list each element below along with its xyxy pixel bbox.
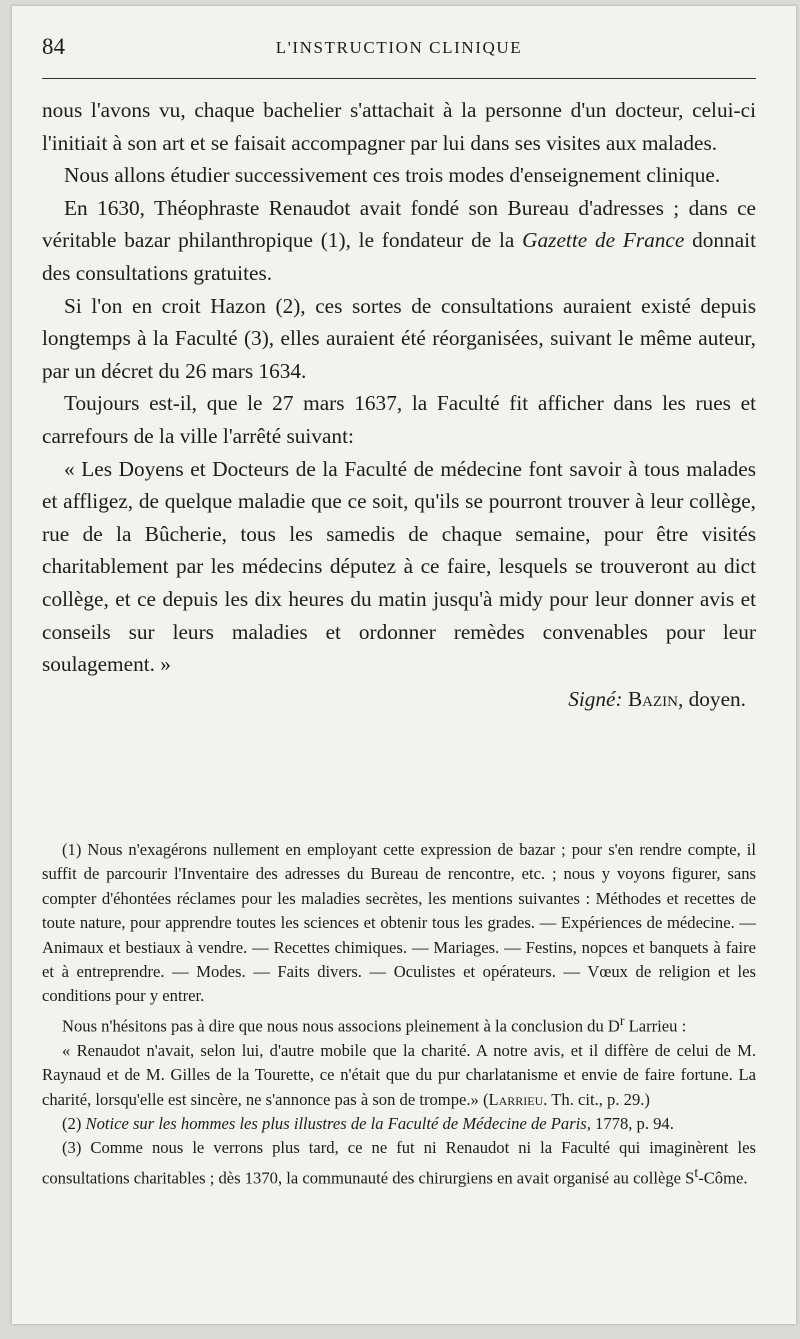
footnote-3-text-b: -Côme.: [698, 1168, 748, 1188]
decree-quote: « Les Doyens et Docteurs de la Faculté de médecine font savoir à tous malades et affligez, de quelque maladie que ce soit, qu'ils se pourront trouver à leur collège, rue de la Bûcherie, tous les samedis de chaque semaine, pour être visités charitablement par les médecins députez à ce faire, lesquels se trouveront au dict collège, et ce depuis les dix heures du matin jusqu'à midy pour leur donner avis et conseils sur leurs maladies et ordonner remèdes convenables pour leur soulagement. »: [42, 456, 756, 677]
footnote-1-quote-author: Larrieu: [488, 1089, 544, 1109]
paragraph-3: [42, 192, 756, 290]
header-rule: [42, 78, 756, 79]
signature-label: Signé:: [568, 686, 623, 711]
footnote-1-quote: [42, 1039, 756, 1112]
book-page: [12, 6, 796, 1324]
footnote-2-rest: , 1778, p. 94.: [586, 1114, 674, 1133]
footnote-1-quote-text: « Renaudot n'avait, selon lui, d'autre mobile que la charité. A notre avis, et il diffère de celui de M. Raynaud et de M. Gilles de la Tourette, ce n'était que du pur charlatanisme et envie de faire fortune. La charité, lorsqu'elle est sincère, ne s'annonce pas à son de trompe.» (: [42, 1040, 756, 1109]
signature-title: , doyen.: [677, 686, 746, 711]
footnote-2: [42, 1112, 756, 1136]
footnote-1-quote-ref: . Th. cit., p. 29.): [543, 1089, 650, 1109]
running-head: [42, 34, 756, 64]
page-number: 84: [42, 34, 65, 59]
paragraph-2: Nous allons étudier successivement ces trois modes d'enseignement clinique.: [64, 163, 721, 188]
footnote-2-title: Notice sur les hommes les plus illustres de la Faculté de Médecine de Paris: [85, 1114, 587, 1133]
body-text: [42, 94, 756, 715]
footnote-3-sup: t: [694, 1164, 699, 1180]
gazette-title: Gazette de France: [522, 228, 685, 253]
footnote-1-cont-sup: r: [619, 1012, 625, 1028]
signature: [42, 683, 746, 716]
footnote-1: (1) Nous n'exagérons nullement en employant cette expression de bazar ; pour s'en rendre compte, il suffit de parcourir l'Inventaire des adresses du Bureau de rencontre, etc. ; nous y voyons figurer, sans compter d'éhontées réclames pour les maladies secrètes, les mentions suivantes : Méthodes et recettes de toute nature, pour apprendre toutes les sciences et obtenir tous les grades. — Expériences de médecine. — Animaux et bestiaux à vendre. — Recettes chimiques. — Mariages. — Festins, nopces et banquets à faire et à entreprendre. — Modes. — Faits divers. — Oculistes et opérateurs. — Vœux de religion et les conditions pour y entrer.: [42, 840, 756, 1006]
paragraph-3-text-b: donnait des consultations gratuites.: [42, 228, 756, 285]
footnotes: [42, 838, 756, 1191]
signature-name: Bazin: [627, 686, 678, 711]
footnote-1-cont-text-b: Larrieu :: [624, 1016, 687, 1036]
running-title: L'INSTRUCTION CLINIQUE: [275, 38, 523, 57]
footnote-1-continuation: [42, 1009, 756, 1039]
footnote-3: [42, 1136, 756, 1190]
paragraph-4: Si l'on en croit Hazon (2), ces sortes de consultations auraient existé depuis longtemps à la Faculté (3), elles auraient été réorganisées, suivant le même auteur, par un décret du 26 mars 1634.: [42, 293, 756, 383]
paragraph-5: Toujours est-il, que le 27 mars 1637, la Faculté fit afficher dans les rues et carrefours de la ville l'arrêté suivant:: [42, 391, 756, 448]
footnote-3-text: (3) Comme nous le verrons plus tard, ce ne fut ni Renaudot ni la Faculté qui imaginèrent les consultations charitables ; dès 1370, la communauté des chirurgiens en avait organisé au collège S: [42, 1138, 756, 1188]
paragraph-3-text-a: En 1630, Théophraste Renaudot avait fondé son Bureau d'adresses ; dans ce véritable bazar philanthropique (1), le fondateur de la: [42, 195, 756, 253]
paragraph-1: nous l'avons vu, chaque bachelier s'attachait à la personne d'un docteur, celui-ci l'initiait à son art et se faisait accompagner par lui dans ses visites aux malades.: [42, 98, 756, 155]
footnote-1-cont-text: Nous n'hésitons pas à dire que nous nous associons pleinement à la conclusion du D: [62, 1016, 620, 1036]
footnote-2-number: (2): [62, 1114, 86, 1133]
